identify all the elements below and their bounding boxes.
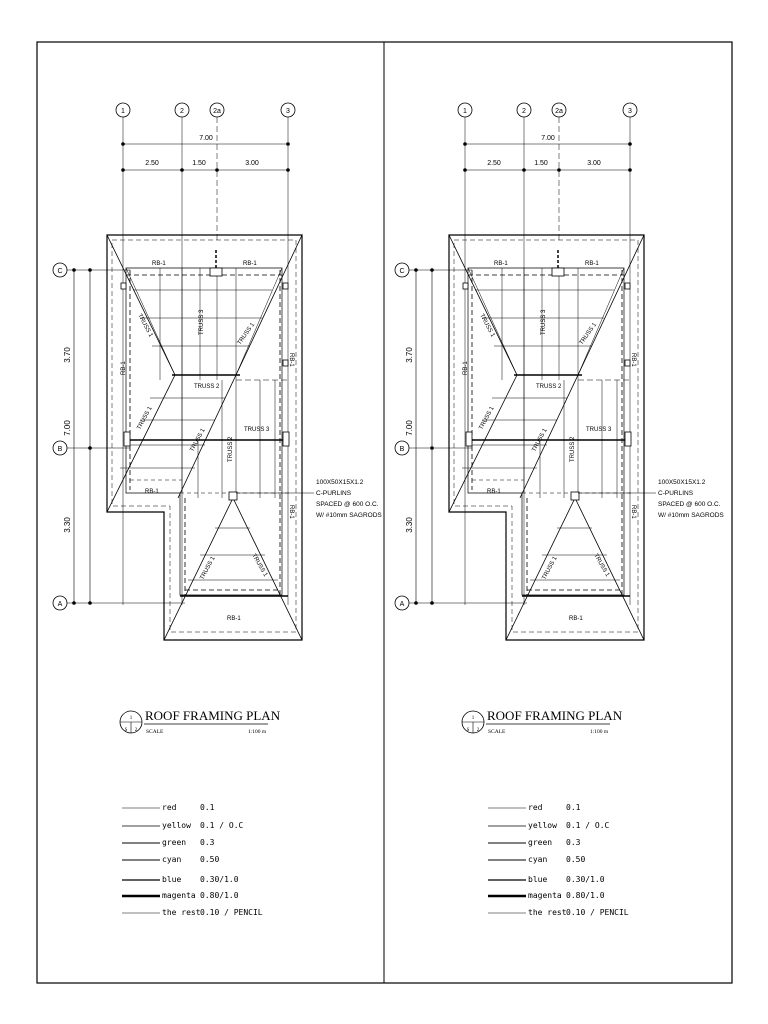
- dim-span: 3.00: [587, 160, 601, 167]
- label-truss: TRUSS 3: [199, 309, 205, 335]
- grid-bubble-c: [395, 263, 409, 277]
- label-truss: TRUSS 2: [536, 384, 562, 390]
- legend-row: [488, 891, 605, 900]
- grid-bubble-3: [281, 103, 295, 117]
- note-line: W/ #10mm SAGRODS: [658, 512, 724, 519]
- legend-color: yellow: [528, 821, 557, 830]
- label-rb: RB-1: [569, 616, 583, 622]
- label-rb: RB-1: [288, 505, 294, 519]
- label-rb: RB-1: [152, 261, 166, 267]
- legend-row: [122, 875, 239, 884]
- legend-weight: 0.50: [200, 855, 220, 864]
- label-rb: RB-1: [463, 361, 469, 375]
- label-rb: RB-1: [227, 616, 241, 622]
- label-rb: RB-1: [585, 261, 599, 267]
- legend-color: red: [528, 803, 543, 812]
- grid-label: C: [399, 268, 405, 275]
- legend-weight: 0.50: [566, 855, 586, 864]
- dimension-left: [405, 269, 434, 605]
- label-rb: RB-1: [243, 261, 257, 267]
- grid-bubble-a: [395, 596, 409, 610]
- legend-row: [122, 803, 215, 812]
- dim-span: 1.50: [192, 160, 206, 167]
- note-line: C-PURLINS: [658, 490, 694, 497]
- grid-label: C: [57, 268, 63, 275]
- grid-label: 2: [522, 108, 526, 115]
- grid-label: 2a: [213, 108, 221, 115]
- grid-bubble-b: [53, 441, 67, 455]
- label-truss: TRUSS 3: [541, 309, 547, 335]
- legend-color: red: [162, 803, 177, 812]
- dim-left-overall: 7.00: [405, 420, 414, 436]
- legend-row: [488, 821, 610, 830]
- truss-lines: [130, 250, 288, 440]
- label-truss: TRUSS 1: [478, 313, 496, 339]
- label-truss: TRUSS 2: [570, 436, 576, 462]
- dim-left-span: 3.30: [405, 517, 414, 533]
- label-truss: TRUSS 1: [592, 553, 611, 578]
- label-rb: RB-1: [121, 361, 127, 375]
- legend-weight: 0.1: [200, 803, 215, 812]
- legend-color: yellow: [162, 821, 191, 830]
- grid-bubble-1: [116, 103, 130, 117]
- label-truss: TRUSS 1: [136, 405, 154, 431]
- grid-columns: [116, 103, 295, 117]
- legend-weight: 0.1 / O.C: [200, 821, 244, 830]
- legend-color: the rest: [162, 908, 201, 917]
- label-rb: RB-1: [145, 489, 159, 495]
- legend-color: green: [528, 838, 553, 847]
- note-line: W/ #10mm SAGRODS: [316, 512, 382, 519]
- grid-lines-vertical: [123, 117, 288, 605]
- dim-span: 3.00: [245, 160, 259, 167]
- legend-row: [488, 908, 629, 917]
- label-truss: TRUSS 3: [586, 427, 612, 433]
- title-text: ROOF FRAMING PLAN: [145, 708, 281, 723]
- label-truss: TRUSS 1: [578, 321, 599, 347]
- grid-bubble-1: [458, 103, 472, 117]
- grid-lines-vertical: [465, 117, 630, 605]
- purlins: [462, 290, 632, 596]
- grid-bubble-2: [517, 103, 531, 117]
- title-scale-label: SCALE: [488, 729, 506, 735]
- label-truss: TRUSS 1: [478, 405, 496, 431]
- truss-lines: [472, 250, 630, 440]
- grid-label: B: [57, 446, 63, 453]
- panel-left: [53, 103, 382, 917]
- grid-bubble-2a: [552, 103, 566, 117]
- title-sheet-no: 1: [471, 716, 475, 721]
- note-line: SPACED @ 600 O.C.: [658, 501, 721, 508]
- note-line: C-PURLINS: [316, 490, 352, 497]
- legend-weight: 0.80/1.0: [200, 891, 239, 900]
- legend-row: [488, 838, 581, 847]
- grid-bubble-2: [175, 103, 189, 117]
- dim-left-span: 3.70: [63, 347, 72, 363]
- dim-overall: 7.00: [199, 135, 213, 142]
- label-truss: TRUSS 2: [194, 384, 220, 390]
- grid-bubble-2a: [210, 103, 224, 117]
- grid-bubble-b: [395, 441, 409, 455]
- grid-bubble-c: [53, 263, 67, 277]
- legend-color: cyan: [528, 855, 548, 864]
- legend-weight: 0.3: [566, 838, 581, 847]
- pen-legend: [488, 803, 629, 917]
- label-truss: TRUSS 2: [228, 436, 234, 462]
- label-truss: TRUSS 1: [236, 321, 257, 347]
- legend-weight: 0.10 / PENCIL: [566, 908, 629, 917]
- purlin-note: [236, 479, 382, 519]
- grid-label: 1: [121, 108, 125, 115]
- label-truss: TRUSS 1: [189, 427, 207, 453]
- title-sheet-no: 1: [129, 716, 133, 721]
- label-rb: RB-1: [630, 353, 636, 367]
- grid-bubble-3: [623, 103, 637, 117]
- note-line: 100X50X15X1.2: [658, 479, 706, 486]
- dim-span: 2.50: [487, 160, 501, 167]
- label-rb: RB-1: [487, 489, 501, 495]
- title-scale-label: SCALE: [146, 729, 164, 735]
- grid-label: A: [57, 601, 63, 608]
- dim-span: 2.50: [145, 160, 159, 167]
- legend-row: [122, 855, 219, 864]
- title-block: [120, 708, 281, 735]
- legend-weight: 0.30/1.0: [200, 875, 239, 884]
- pen-legend: [122, 803, 263, 917]
- title-scale: 1:100 m: [590, 729, 609, 735]
- label-rb: RB-1: [494, 261, 508, 267]
- legend-color: blue: [162, 875, 182, 884]
- legend-weight: 0.1 / O.C: [566, 821, 610, 830]
- purlins: [120, 290, 290, 596]
- panel-right: [395, 103, 724, 917]
- grid-label: 3: [286, 108, 290, 115]
- grid-columns: [458, 103, 637, 117]
- legend-color: green: [162, 838, 187, 847]
- title-sheet-prefix: S: [124, 728, 128, 733]
- title-sheet-of: 2: [476, 728, 480, 733]
- legend-row: [122, 908, 263, 917]
- legend-row: [488, 855, 585, 864]
- legend-row: [488, 803, 581, 812]
- label-truss: TRUSS 1: [136, 313, 154, 339]
- label-truss: TRUSS 1: [541, 555, 559, 581]
- label-rb: RB-1: [288, 353, 294, 367]
- legend-color: magenta: [528, 891, 562, 900]
- label-truss: TRUSS 1: [531, 427, 549, 453]
- legend-weight: 0.80/1.0: [566, 891, 605, 900]
- dimension-top: [464, 135, 632, 172]
- grid-label: 1: [463, 108, 467, 115]
- title-sheet-prefix: S: [466, 728, 470, 733]
- legend-weight: 0.10 / PENCIL: [200, 908, 263, 917]
- title-scale: 1:100 m: [248, 729, 267, 735]
- note-line: SPACED @ 600 O.C.: [316, 501, 379, 508]
- dim-left-overall: 7.00: [63, 420, 72, 436]
- label-truss: TRUSS 3: [244, 427, 270, 433]
- title-text: ROOF FRAMING PLAN: [487, 708, 623, 723]
- grid-bubble-a: [53, 596, 67, 610]
- grid-label: 2a: [555, 108, 563, 115]
- dim-span: 1.50: [534, 160, 548, 167]
- title-block: [462, 708, 623, 735]
- label-rb: RB-1: [630, 505, 636, 519]
- legend-color: blue: [528, 875, 548, 884]
- dim-left-span: 3.30: [63, 517, 72, 533]
- grid-label: 2: [180, 108, 184, 115]
- legend-row: [122, 821, 244, 830]
- rafters: [502, 268, 617, 498]
- member-labels: [463, 261, 636, 622]
- member-labels: [121, 261, 294, 622]
- legend-color: cyan: [162, 855, 182, 864]
- legend-row: [122, 891, 239, 900]
- legend-color: magenta: [162, 891, 196, 900]
- legend-weight: 0.1: [566, 803, 581, 812]
- dimension-top: [122, 135, 290, 172]
- label-truss: TRUSS 1: [250, 553, 269, 578]
- purlin-note: [578, 479, 724, 519]
- legend-weight: 0.3: [200, 838, 215, 847]
- legend-color: the rest: [528, 908, 567, 917]
- grid-label: A: [399, 601, 405, 608]
- legend-weight: 0.30/1.0: [566, 875, 605, 884]
- grid-label: B: [399, 446, 405, 453]
- legend-row: [488, 875, 605, 884]
- title-sheet-of: 2: [134, 728, 138, 733]
- dimension-left: [63, 269, 92, 605]
- grid-label: 3: [628, 108, 632, 115]
- rafters: [160, 268, 275, 498]
- label-truss: TRUSS 1: [199, 555, 217, 581]
- dim-overall: 7.00: [541, 135, 555, 142]
- note-line: 100X50X15X1.2: [316, 479, 364, 486]
- legend-row: [122, 838, 215, 847]
- dim-left-span: 3.70: [405, 347, 414, 363]
